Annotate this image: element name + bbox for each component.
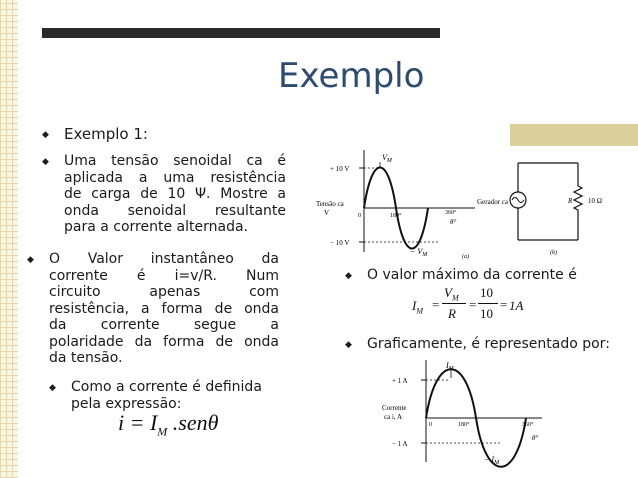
tensao-unit: V — [324, 209, 330, 217]
formula-part: R — [448, 306, 456, 321]
neg-im-label: − $I_M$ — [484, 455, 500, 466]
text-line: pela expressão: — [71, 396, 182, 412]
text-line: aplicada a uma resistência — [64, 169, 286, 186]
r-value-label: 10 Ω — [588, 197, 602, 205]
plus-1a-label: + 1 A — [392, 377, 408, 385]
text-line: Como a corrente é definida — [71, 379, 262, 395]
zero-label: 0 — [429, 422, 432, 428]
bullet-icon: ◆ — [42, 130, 49, 140]
text-line: da corrente segue a — [49, 317, 279, 333]
bullet-graficamente: Graficamente, é representado por: — [367, 336, 610, 352]
tensao-label: Tensão ca — [316, 200, 344, 208]
fraction-bar — [442, 303, 466, 304]
plus-10v-label: + 10 V — [330, 165, 350, 173]
corrente-unit: ca i, A — [384, 413, 403, 421]
resistor-icon — [574, 186, 582, 214]
formula-part: $I_M$ — [412, 298, 424, 316]
r-label: R — [568, 197, 573, 205]
formula-part: = — [469, 297, 477, 312]
text-line: Uma tensão senoidal ca é — [64, 153, 286, 169]
slide-title: Exemplo — [278, 56, 425, 96]
decorative-grid-strip — [0, 0, 18, 478]
formula-part: i = I — [118, 410, 158, 435]
im-label: $I_M$ — [446, 361, 454, 372]
theta-label: θ° — [532, 434, 539, 442]
bullet-exemplo: Exemplo 1: — [64, 125, 148, 143]
theta-label: θ° — [450, 218, 457, 226]
minus-10v-label: − 10 V — [330, 239, 350, 247]
current-waveform-figure — [372, 358, 552, 470]
minus-1a-label: − 1 A — [392, 440, 408, 448]
fraction-bar — [478, 303, 498, 304]
text-line: corrente é i=v/R. Num — [49, 267, 279, 284]
bullet-icon: ◆ — [27, 255, 34, 265]
formula-part: $V_M$ — [444, 285, 459, 303]
deg180-label: 180° — [390, 213, 402, 219]
bullet-icon: ◆ — [49, 383, 56, 393]
formula-part: 10 — [480, 306, 493, 321]
formula-part: = — [500, 297, 508, 312]
text-line: onda senoidal resultante — [64, 202, 286, 219]
zero-label: 0 — [358, 213, 361, 219]
text-line: para a corrente alternada. — [64, 219, 248, 235]
bullet-icon: ◆ — [42, 157, 49, 167]
text-line: resistência, a forma de onda — [49, 300, 279, 317]
gerador-label: Gerador ca — [477, 198, 508, 206]
formula-part: .senθ — [167, 410, 219, 435]
deg360-label: 360° — [445, 210, 457, 216]
bullet-valor-maximo: O valor máximo da corrente é — [367, 267, 577, 283]
text-line: da tensão. — [49, 350, 123, 366]
text-line: circuito apenas com — [49, 284, 279, 300]
circuit-figure — [477, 158, 628, 258]
formula-part: 1A — [509, 298, 524, 313]
bullet-icon: ◆ — [345, 340, 352, 350]
neg-vm-label: − $V_M$ — [410, 247, 428, 258]
text-line: de carga de 10 Ψ. Mostre a — [64, 186, 286, 202]
title-rule — [42, 28, 440, 38]
caption-b: (b) — [550, 250, 557, 256]
accent-block — [510, 124, 638, 146]
formula-part: 10 — [480, 285, 493, 300]
vm-label: $V_M$ — [382, 153, 392, 164]
current-formula — [118, 410, 218, 439]
deg360-label: 360° — [522, 422, 534, 428]
corrente-label: Corrente — [382, 404, 407, 412]
bullet-icon: ◆ — [345, 271, 352, 281]
formula-sub: M — [157, 424, 168, 439]
deg180-label: 180° — [458, 422, 470, 428]
caption-a: (a) — [462, 254, 469, 260]
text-line: polaridade da forma de onda — [49, 333, 279, 350]
text-line: O Valor instantâneo da — [49, 251, 279, 267]
max-current-formula — [412, 285, 532, 327]
formula-part: = — [432, 297, 440, 312]
voltage-waveform-figure — [310, 148, 485, 260]
